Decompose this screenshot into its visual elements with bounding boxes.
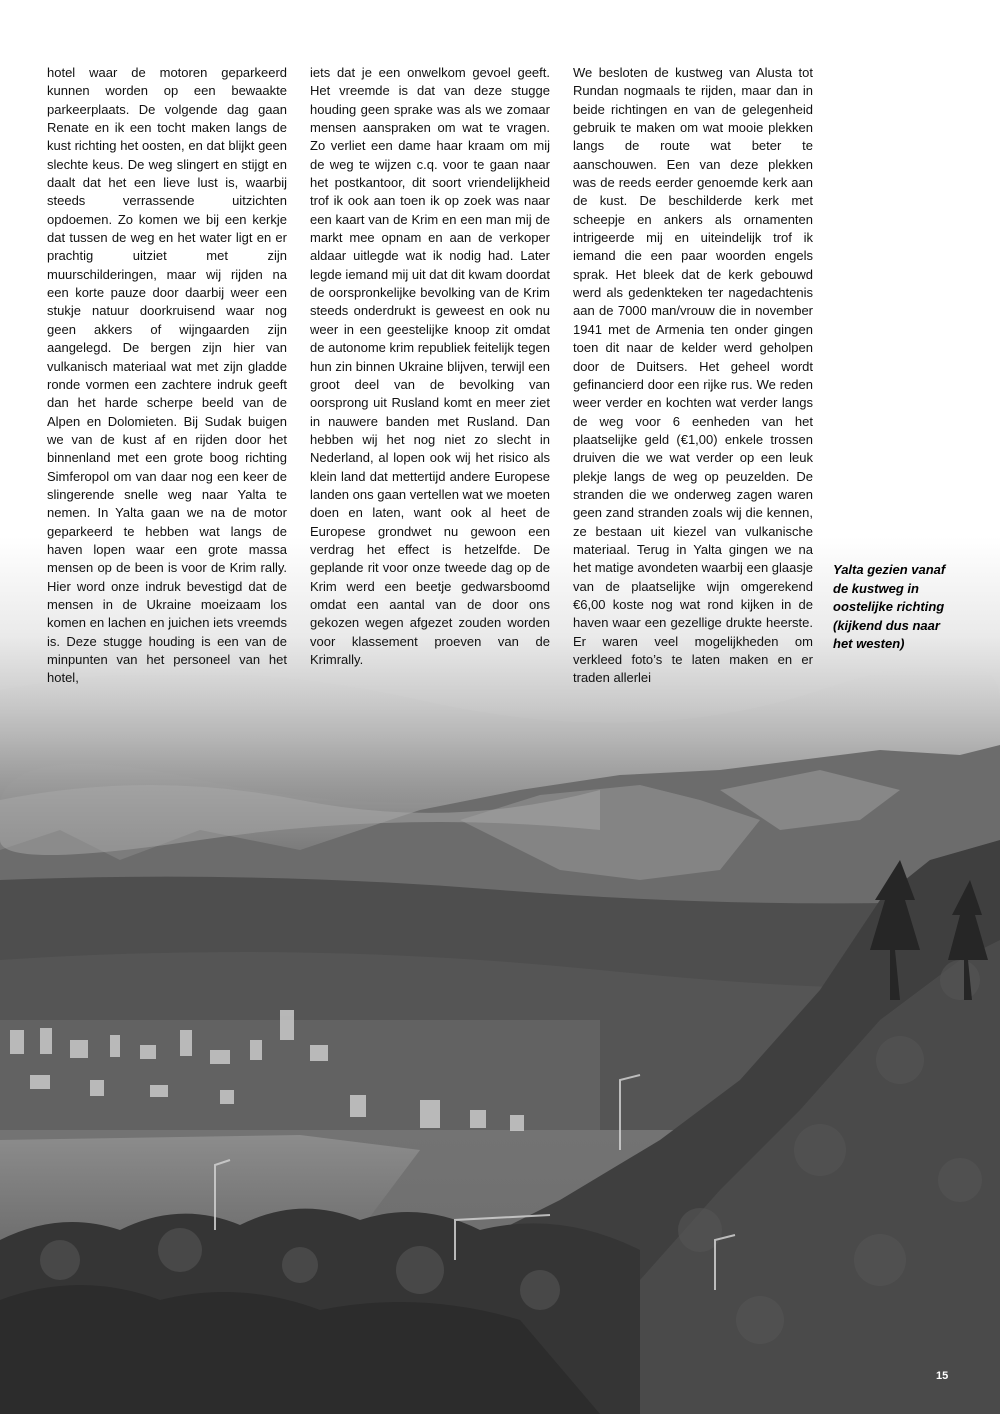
photo-caption: Yalta gezien vanaf de kustweg in oostelijke richting (kijkend dus naar het westen) xyxy=(833,562,946,651)
article-column-1: hotel waar de motoren geparkeerd kunnen worden op een bewaakte parkeerplaats. De volgende dag gaan Renate en ik een tocht maken langs de kust richting het oosten, en dat blijkt geen slechte keus. De weg slingert en stijgt en daalt dat het een lieve lust is, waarbij steeds verrassende uitzichten opdoemen. Zo komen we bij een kerkje dat tussen de weg en het water ligt en er prachtig uitziet met zijn muurschilderingen, maar wij rijden na een korte pauze door daarbij weer een stukje natuur doorkruisend waar nog geen akkers of wijngaarden zijn aangelegd. De bergen zijn hier van vulkanisch materiaal wat met zijn gladde ronde vormen een zachtere indruk geeft dan het harde scherpe beeld van de Alpen en Dolomieten. Bij Sudak buigen we van de kust af en rijden door het binnenland met een grote boog richting Simferopol om van daar nog een keer de slingerende snelle weg naar Yalta te nemen. In Yalta gaan we na de motor geparkeerd te hebben wat langs de haven lopen waar een grote massa mensen op de been is voor de Krim rally. Hier word onze indruk bevestigd dat de mensen in de Ukraine moeizaam los komen en lachen en juichen iets vreemds is. Deze stugge houding is een van de minpunten van het personeel van het hotel, xyxy=(47,65,287,686)
article-column-3: We besloten de kustweg van Alusta tot Rundan nogmaals te rijden, maar dan in beide richtingen en van de gelegenheid gebruik te maken om wat mooie plekken langs de route wat beter te aanschouwen. Een van deze plekken was de reeds eerder genoemde kerk aan de kust. De beschilderde kerk met scheepje en ankers als ornamenten intrigeerde mij en uiteindelijk trof ik iemand die een paar woorden engels sprak. Het bleek dat de kerk gebouwd werd als gedenkteken ter nagedachtenis aan de 7000 man/vrouw die in november 1941 met de Armenia ten onder gingen toen dit naar de kelder werd geholpen door de Duitsers. Het geheel wordt gefinancierd door een rijke rus. We reden weer verder en kochten wat verder langs de weg voor 6 eenheden van het plaatselijke geld (€1,00) enkele trossen druiven die we wat verder op een leuk plekje langs de weg op peuzelden. De stranden die we onderweg zagen waren geen zand stranden zoals wij die kennen, ze bestaan uit kiezel van vulkanische materiaal. Terug in Yalta gingen we na het matige avondeten waarbij een glaasje van de plaatselijke wijn omgerekend €6,00 koste nog wat rond kijken in de haven waar een gezellige drukte heerste. Er waren veel mogelijkheden om verkleed foto’s te laten maken en er traden allerlei xyxy=(573,65,813,686)
page-number: 15 xyxy=(936,1370,949,1382)
article-column-2: iets dat je een onwelkom gevoel geeft. Het vreemde is dat van deze stugge houding geen sprake was als we zomaar mensen aanspraken om wat te vragen. Zo verliet een dame haar kraam om mij de weg te wijzen c.q. voor te gaan naar het postkantoor, dit soort vriendelijkheid trof ik ook aan toen ik op zoek was naar een kaart van de Krim en een man mij de markt mee opnam en aan de verkoper aldaar uitlegde wat ik nodig had. Later legde iemand mij uit dat dit kwam doordat de oorspronkelijke bevolking van de Krim steeds onderdrukt is geweest en ook nu weer in een geestelijke knoop zit omdat de autonome krim republiek feitelijk tegen hun zin binnen Ukraine blijven, terwijl een groot deel van de bevolking van oorsprong uit Rusland komt en meer ziet in nauwere banden met Rusland. Dan hebben wij het nog niet zo slecht in Nederland, al lopen ook wij het risico als klein land dat mettertijd andere Europese landen ons gaan vertellen wat we moeten doen en laten, want ook al heet de Europese grondwet nu gewoon een verdrag het effect is hetzelfde. De geplande rit voor onze tweede dag op de Krim werd een beetje gedwarsboomd omdat een aantal van de door ons gekozen wegen afgezet zouden worden voor klassement proeven van de Krimrally. xyxy=(310,65,550,667)
